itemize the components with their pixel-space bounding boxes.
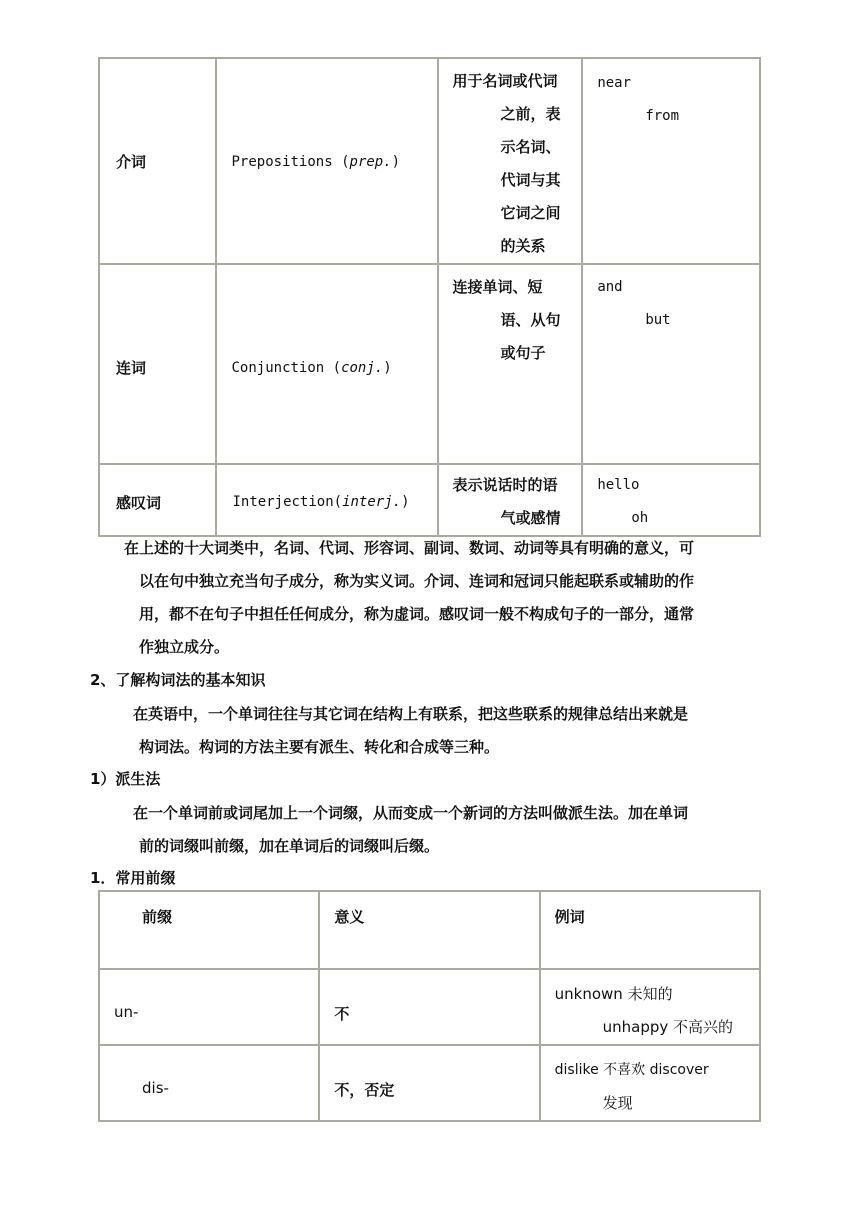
example-word: oh [631, 510, 649, 526]
pos-example-cell [582, 58, 760, 264]
pos-name-cell [99, 464, 216, 536]
pos-english: Conjunction (conj.) [231, 360, 392, 376]
example-line: 发现 [602, 1094, 633, 1112]
table-row [99, 58, 760, 264]
pos-example-cell [582, 264, 760, 464]
usage-line: 语、从句 [500, 311, 561, 329]
example-line: dislike 不喜欢 discover [554, 1062, 709, 1078]
usage-line: 表示说话时的语 [452, 476, 558, 494]
prefix-table [98, 890, 761, 1122]
pos-english-cell [216, 464, 438, 536]
table-row [99, 969, 760, 1045]
prefix-value: dis- [142, 1079, 169, 1097]
table-row [99, 1045, 760, 1121]
section-heading: 1．常用前缀 [90, 869, 176, 887]
pos-english-cell [216, 264, 438, 464]
usage-line: 它词之间 [500, 204, 561, 222]
section-heading: 1）派生法 [90, 770, 161, 788]
example-word: near [597, 75, 632, 91]
table-header-row [99, 891, 760, 969]
header-cell [319, 891, 539, 969]
pos-english-cell [216, 58, 438, 264]
meaning-value: 不，否定 [334, 1081, 395, 1099]
meaning-cell [319, 1045, 539, 1121]
paragraph-line: 在英语中，一个单词往往与其它词在结构上有联系，把这些联系的规律总结出来就是 [133, 705, 689, 723]
usage-line: 连接单词、短 [452, 278, 543, 296]
header-meaning: 意义 [334, 908, 365, 926]
usage-line: 之前，表 [500, 105, 561, 123]
paragraph-line: 前的词缀叫前缀，加在单词后的词缀叫后缀。 [139, 837, 440, 855]
usage-line: 示名词、 [500, 138, 561, 156]
paragraph-line: 在一个单词前或词尾加上一个词缀，从而变成一个新词的方法叫做派生法。加在单词 [133, 804, 689, 822]
pos-name: 连词 [116, 359, 147, 377]
header-cell [99, 891, 319, 969]
prefix-cell [99, 1045, 319, 1121]
header-prefix: 前缀 [142, 908, 173, 926]
pos-english: Prepositions (prep.) [231, 154, 401, 170]
usage-line: 或句子 [500, 344, 546, 362]
pos-name: 介词 [116, 153, 147, 171]
prefix-cell [99, 969, 319, 1045]
usage-line: 代词与其 [500, 171, 561, 189]
pos-name-cell [99, 58, 216, 264]
pos-name: 感叹词 [116, 494, 162, 512]
meaning-cell [319, 969, 539, 1045]
paragraph-line: 构词法。构词的方法主要有派生、转化和合成等三种。 [139, 738, 500, 756]
table-row [99, 464, 760, 536]
example-line: unhappy 不高兴的 [602, 1018, 734, 1036]
pos-usage-cell [438, 464, 583, 536]
prefix-value: un- [114, 1003, 139, 1021]
example-cell [540, 969, 760, 1045]
pos-usage-cell [438, 58, 583, 264]
example-word: but [645, 312, 671, 328]
paragraph-line: 用，都不在句子中担任任何成分，称为虚词。感叹词一般不构成句子的一部分，通常 [139, 605, 695, 623]
usage-line: 的关系 [500, 237, 546, 255]
header-example: 例词 [554, 908, 585, 926]
meaning-value: 不 [334, 1005, 350, 1023]
example-word: hello [597, 477, 640, 493]
pos-usage-cell [438, 264, 583, 464]
header-cell [540, 891, 760, 969]
usage-line: 气或感情 [500, 509, 561, 527]
parts-of-speech-table [98, 57, 761, 537]
usage-line: 用于名词或代词 [452, 72, 558, 90]
table-row [99, 264, 760, 464]
example-line: unknown 未知的 [554, 985, 673, 1003]
paragraph-line: 在上述的十大词类中，名词、代词、形容词、副词、数词、动词等具有明确的意义，可 [124, 539, 695, 557]
section-heading: 2、了解构词法的基本知识 [90, 671, 266, 689]
pos-name-cell [99, 264, 216, 464]
example-cell [540, 1045, 760, 1121]
example-word: and [597, 279, 623, 295]
paragraph-line: 作独立成分。 [139, 638, 230, 656]
paragraph-line: 以在句中独立充当句子成分，称为实义词。介词、连词和冠词只能起联系或辅助的作 [139, 572, 695, 590]
pos-example-cell [582, 464, 760, 536]
pos-english: Interjection(interj.) [232, 494, 410, 510]
example-word: from [645, 108, 680, 124]
